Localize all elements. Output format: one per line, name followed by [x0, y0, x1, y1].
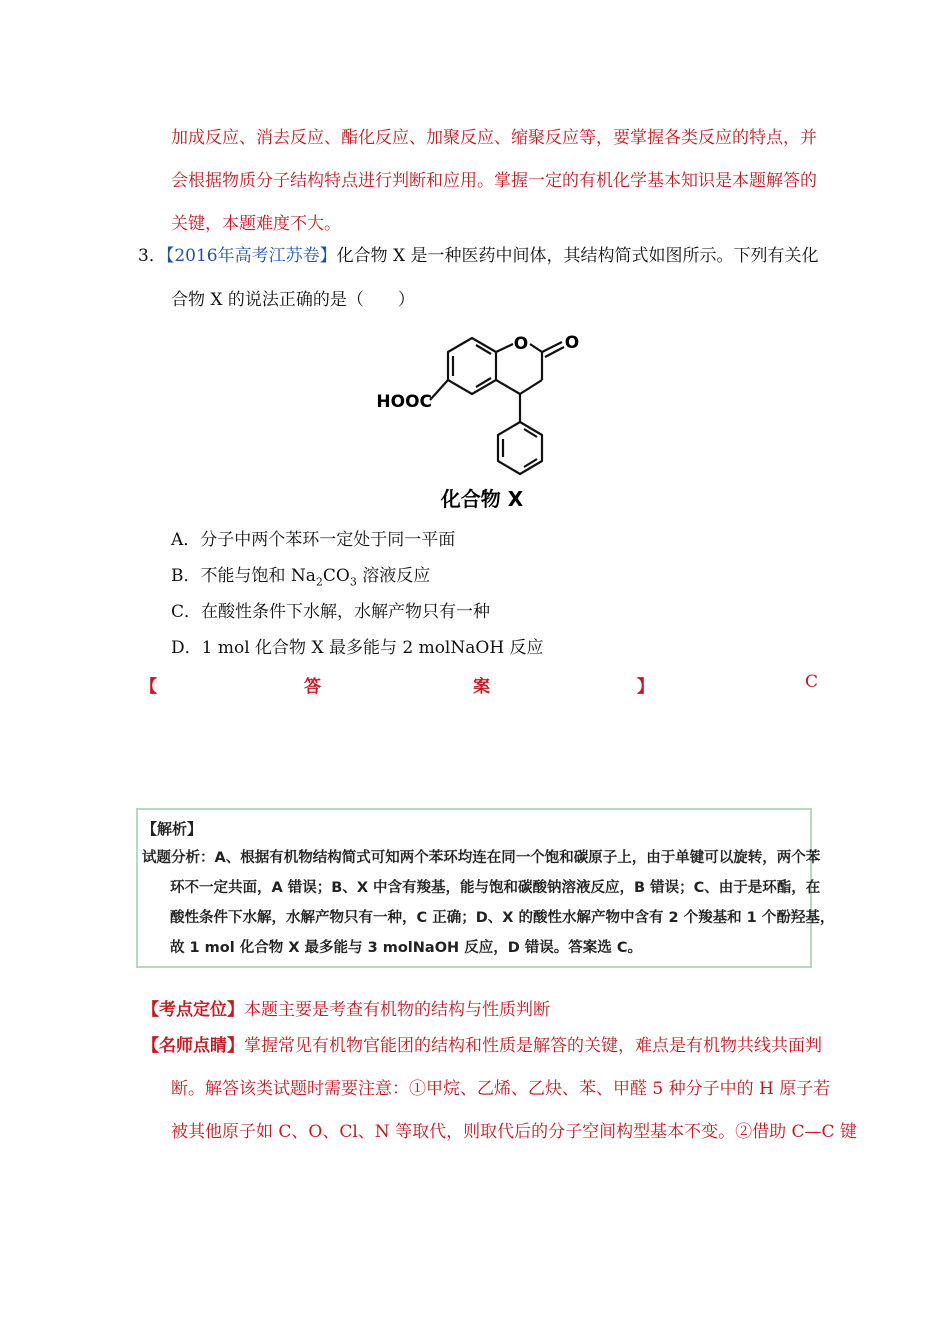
ring-oxygen-label: O: [513, 334, 529, 354]
point-text: 本题主要是考查有机物的结构与性质判断: [244, 1000, 550, 1020]
question-stem-line-1: [138, 244, 819, 268]
option-b-text: CO: [322, 566, 350, 586]
answer-char-1: 答: [304, 677, 321, 697]
ring-double-bond: [476, 345, 491, 354]
question-stem-line-2: 合物 X 的说法正确的是（ ）: [171, 290, 415, 310]
answer-bracket-close: 】: [637, 677, 654, 697]
ring-double-bond: [476, 378, 491, 387]
bond-c-o: [496, 344, 513, 352]
bond-ch2-ch: [520, 380, 542, 394]
analysis-line-4: 故 1 mol 化合物 X 最多能与 3 molNaOH 反应，D 错误。答案选 C。: [170, 940, 642, 956]
analysis-line-1: 试题分析：A、根据有机物结构简式可知两个苯环均连在同一个饱和碳原子上，由于单键可以旋转，两个苯: [142, 850, 821, 866]
compound-x-structure: [372, 318, 592, 518]
question-source: 【2016年高考江苏卷】: [165, 246, 337, 266]
intro-line-1: 加成反应、消去反应、酯化反应、加聚反应、缩聚反应等，要掌握各类反应的特点，并: [171, 128, 817, 148]
benzene-ring-bottom: [498, 422, 542, 474]
answer-bracket-open: 【: [140, 677, 157, 697]
cooh-bond: [430, 380, 448, 400]
answer-row: [140, 672, 819, 697]
analysis-header: 【解析】: [142, 820, 203, 838]
option-b: [171, 564, 430, 594]
intro-line-2: 会根据物质分子结构特点进行判断和应用。掌握一定的有机化学基本知识是本题解答的: [171, 171, 817, 191]
question-stem-text: 化合物 X 是一种医药中间体，其结构简式如图所示。下列有关化: [336, 246, 819, 266]
tips-line-1: [142, 1034, 822, 1058]
analysis-box: [136, 808, 835, 968]
tips-label: 【名师点睛】: [142, 1036, 244, 1056]
analysis-line-3: 酸性条件下水解，水解产物只有一种，C 正确；D、X 的酸性水解产物中含有 2 个羧基和 1 个酚羟基，: [170, 910, 835, 926]
point-line: [142, 998, 550, 1022]
question-number: 3．: [138, 246, 166, 266]
bond-o-c: [530, 344, 542, 352]
option-d: D．1 mol 化合物 X 最多能与 2 molNaOH 反应: [171, 638, 544, 658]
benzene-ring-left: [448, 338, 496, 394]
option-b-text: 溶液反应: [356, 566, 431, 586]
tips-line-2: 断。解答该类试题时需要注意：①甲烷、乙烯、乙炔、苯、甲醛 5 种分子中的 H 原子若: [171, 1079, 831, 1099]
option-b-text: B．不能与饱和 Na: [171, 566, 316, 586]
answer-value: C: [805, 672, 819, 692]
carbonyl-oxygen-label: O: [564, 333, 580, 353]
analysis-line-2: 环不一定共面，A 错误；B、X 中含有羧基，能与饱和碳酸钠溶液反应，B 错误；C、由于是环酯，在: [170, 880, 821, 896]
option-c: C．在酸性条件下水解，水解产物只有一种: [171, 602, 491, 622]
option-b-subscript: 2: [315, 575, 323, 589]
figure-caption: 化合物 X: [440, 487, 524, 511]
point-label: 【考点定位】: [142, 1000, 244, 1020]
answer-char-2: 案: [473, 677, 490, 697]
intro-line-3: 关键，本题难度不大。: [171, 214, 341, 234]
tips-text-1: 掌握常见有机物官能团的结构和性质是解答的关键，难点是有机物共线共面判: [244, 1036, 822, 1056]
hooc-label: HOOC: [376, 392, 432, 412]
option-a: A．分子中两个苯环一定处于同一平面: [171, 530, 456, 550]
tips-line-3: 被其他原子如 C、O、Cl、N 等取代，则取代后的分子空间构型基本不变。②借助 C—C 键: [171, 1122, 857, 1142]
option-b-subscript: 3: [349, 575, 357, 589]
bond-ch-ring: [496, 380, 520, 394]
